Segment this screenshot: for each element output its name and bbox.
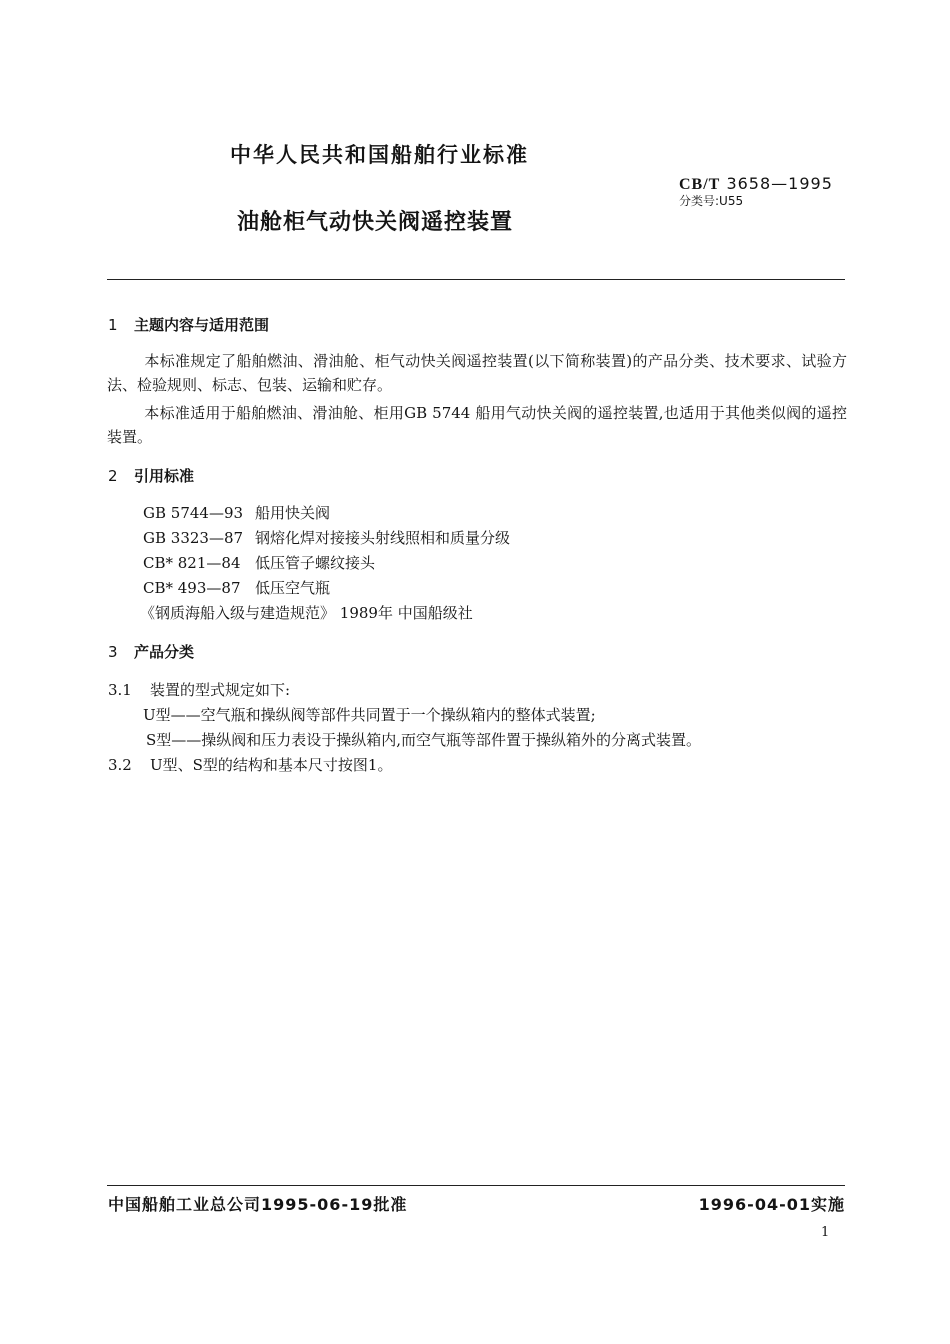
- paragraph-text: 本标准规定了船舶燃油、滑油舱、柜气动快关阀遥控装置(以下简称装置)的产品分类、技术要求、试验方法、检验规则、标志、包装、运输和贮存。: [107, 352, 847, 394]
- standard-code-prefix: CB/T: [679, 176, 721, 193]
- reference-name: 钢熔化焊对接接头射线照相和质量分级: [255, 529, 511, 547]
- paragraph-text: 本标准适用于船舶燃油、滑油舱、柜用GB 5744 船用气动快关阀的遥控装置,也适用于其他类似阀的遥控装置。: [107, 404, 847, 446]
- reference-item: [143, 577, 330, 598]
- clause-number: 3.1: [108, 681, 132, 699]
- reference-item: [143, 502, 330, 523]
- section-number: 2: [108, 467, 118, 485]
- header-divider: [107, 279, 845, 280]
- s-type-definition: S型——操纵阀和压力表设于操纵箱内,而空气瓶等部件置于操纵箱外的分离式装置。: [146, 731, 702, 749]
- section-1-heading: [108, 314, 269, 335]
- section-1-paragraph-1: [107, 349, 847, 397]
- standard-code-number: 3658—1995: [726, 174, 833, 193]
- page-number: 1: [821, 1225, 830, 1240]
- clause-number: 3.2: [108, 756, 132, 774]
- reference-item: [143, 527, 510, 548]
- u-type-definition: U型——空气瓶和操纵阀等部件共同置于一个操纵箱内的整体式装置;: [143, 706, 596, 724]
- reference-name: 低压空气瓶: [255, 579, 331, 597]
- reference-name: 低压管子螺纹接头: [255, 554, 376, 572]
- reference-item: [143, 552, 375, 573]
- reference-name: 船用快关阀: [255, 504, 331, 522]
- clause-text: 装置的型式规定如下:: [150, 681, 291, 699]
- section-title: 主题内容与适用范围: [134, 316, 270, 334]
- section-title: 产品分类: [134, 643, 195, 661]
- reference-code: CB* 821—84: [143, 554, 241, 572]
- section-3-heading: [108, 641, 194, 662]
- clause-text: U型、S型的结构和基本尺寸按图1。: [150, 756, 393, 774]
- reference-code: CB* 493—87: [143, 579, 241, 597]
- reference-rule-book: 《钢质海船入级与建造规范》 1989年 中国船级社: [140, 604, 473, 622]
- section-2-heading: [108, 465, 194, 486]
- implementation-date: 1996-04-01实施: [698, 1195, 845, 1214]
- clause-3-1: [108, 679, 290, 700]
- clause-3-2: [108, 754, 392, 775]
- approval-date: 中国船舶工业总公司1995-06-19批准: [108, 1195, 408, 1214]
- footer-divider: [107, 1185, 845, 1186]
- document-title: 油舱柜气动快关阀遥控装置: [237, 210, 514, 235]
- section-number: 1: [108, 316, 118, 334]
- standard-code: [679, 174, 833, 194]
- section-number: 3: [108, 643, 118, 661]
- classification-number: 分类号:U55: [679, 194, 744, 208]
- reference-code: GB 5744—93: [143, 504, 244, 522]
- standard-body-title: 中华人民共和国船舶行业标准: [230, 143, 529, 167]
- section-title: 引用标准: [134, 467, 195, 485]
- section-1-paragraph-2: [107, 401, 847, 449]
- reference-code: GB 3323—87: [143, 529, 244, 547]
